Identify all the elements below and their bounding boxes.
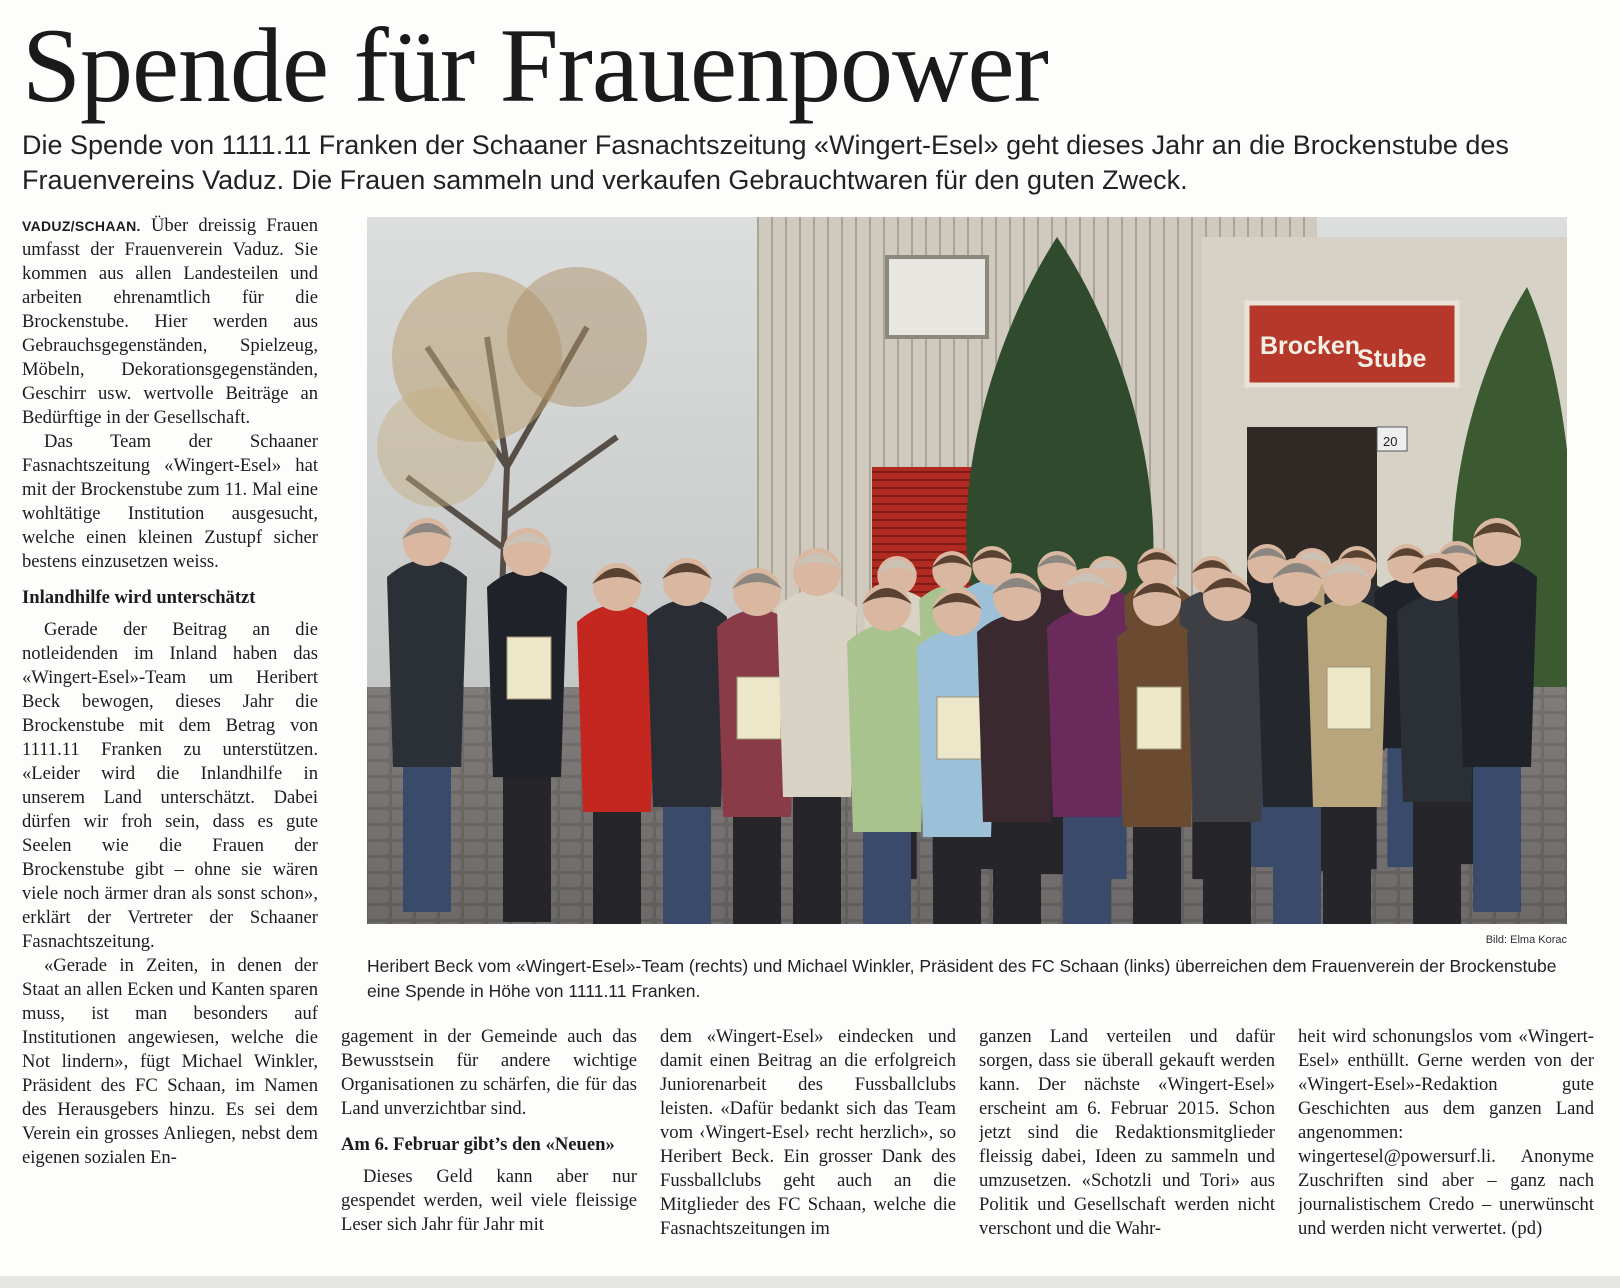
article-column-5 [1298, 1025, 1594, 1275]
page-edge [0, 1276, 1620, 1288]
headline: Spende für Frauenpower [22, 7, 1048, 124]
paragraph-2: Das Team der Schaaner Fasnachtszeitung «Wingert-Esel» hat mit der Brockenstube zum 11. Mal eine wohltätige Institution ausgesucht, welche einen kleinen Zustupf sicher bestens einzusetzen weiss. [22, 431, 318, 572]
paragraph-8: ganzen Land verteilen und dafür sorgen, dass sie überall gekauft werden kann. Der nächste «Wingert-Esel» erscheint am 6. Februar 2015. Schon jetzt sind die Redaktionsmitglieder fleissig dabei, Ideen zu sammeln und umzusetzen. «Schotzli und Tori» aus Politik und Gesellschaft werden nicht verschont und die Wahr- [979, 1026, 1275, 1239]
subheading-februar: Am 6. Februar gibt’s den «Neuen» [341, 1134, 615, 1155]
group-photo-illustration [367, 217, 1567, 924]
paragraph-9: heit wird schonungslos vom «Wingert-Esel» enthüllt. Gerne werden von der «Wingert-Esel»-Redaktion gute Geschichten aus dem ganzen Land angenommen: wingertesel@powersurf.li. Anonyme Zuschriften sind aber – ganz nach journalistischem Credo – unerwünscht und werden nicht verwertet. (pd) [1298, 1026, 1594, 1239]
sign-text-brocken: Brocken [1260, 332, 1361, 360]
article-column-4 [979, 1025, 1275, 1275]
newspaper [937, 697, 981, 759]
paragraph-5: gagement in der Gemeinde auch das Bewusstsein für andere wichtige Organisationen zu schärfen, die für das Land unverzichtbar sind. [341, 1026, 637, 1119]
subheading-inlandhilfe: Inlandhilfe wird unterschätzt [22, 587, 256, 608]
door-number: 20 [1383, 434, 1398, 449]
paragraph-7: dem «Wingert-Esel» eindecken und damit einen Beitrag an die erfolgreich Juniorenarbeit des Fussballclubs leisten. «Dafür bedankt sich das Team vom ‹Wingert-Esel› recht herzlich», so Heribert Beck. Ein grosser Dank des Fussballclubs geht auch an die Mitglieder des FC Schaan, welche die Fasnachtszeitungen im [660, 1026, 956, 1239]
article-column-3 [660, 1025, 956, 1275]
dateline: VADUZ/SCHAAN. [22, 218, 141, 234]
newspaper [1327, 667, 1371, 729]
paragraph-6: Dieses Geld kann aber nur gespendet werden, weil viele fleissige Leser sich Jahr für Jahr mit [341, 1166, 637, 1235]
paragraph-4: «Gerade in Zeiten, in denen der Staat an allen Ecken und Kanten sparen muss, ist man besonders auf Institutionen angewiesen, welche die Not lindern», fügt Michael Winkler, Präsident des FC Schaan, im Namen des Herausgebers hinzu. Es sei dem Verein ein grosses Anliegen, nebst dem eigenen sozialen En- [22, 955, 318, 1168]
newspaper [1137, 687, 1181, 749]
photo-credit: Bild: Elma Korac [1485, 934, 1567, 946]
lead-paragraph: Die Spende von 1111.11 Franken der Schaaner Fasnachtszeitung «Wingert-Esel» geht dieses Jahr an die Brockenstube des Frauenvereins Vaduz. Die Frauen sammeln und verkaufen Gebrauchtwaren für den guten Zweck. [22, 130, 1509, 195]
sign-text-stube: Stube [1357, 345, 1427, 373]
newspaper [737, 677, 781, 739]
group-photo [367, 217, 1567, 924]
paragraph-3: Gerade der Beitrag an die notleidenden im Inland haben das «Wingert-Esel»-Team um Heribert Beck bewogen, dieses Jahr die Brockenstube mit dem Betrag von 1111.11 Franken zu unterstützen. «Leider wird die Inlandhilfe in unserem Land unterschätzt. Dabei dürfen wir froh sein, dass es gute Seelen wie die Frauen der Brockenstube gibt – ohne sie wären viele noch ärmer dran als sonst schon», erklärt der Vertreter der Schaaner Fasnachtszeitung. [22, 619, 318, 952]
newspaper [507, 637, 551, 699]
paragraph-1: VADUZ/SCHAAN. Über dreissig Frauen umfasst der Frauenverein Vaduz. Sie kommen aus allen Landesteilen und arbeiten ehrenamtlich für die Brockenstube. Hier werden aus Gebrauchsgegenständen, Spielzeug, Möbeln, Dekorationsgegenständen, Geschirr usw. wertvolle Beiträge an Bedürftige in der Gesellschaft. [22, 215, 318, 428]
photo-caption: Heribert Beck vom «Wingert-Esel»-Team (rechts) und Michael Winkler, Präsident des FC Schaan (links) überreichen dem Frauenverein der Brockenstube eine Spende in Höhe von 1111.11 Franken. [367, 956, 1557, 1001]
article-column-2 [341, 1025, 637, 1275]
article-column-1 [22, 214, 318, 1274]
